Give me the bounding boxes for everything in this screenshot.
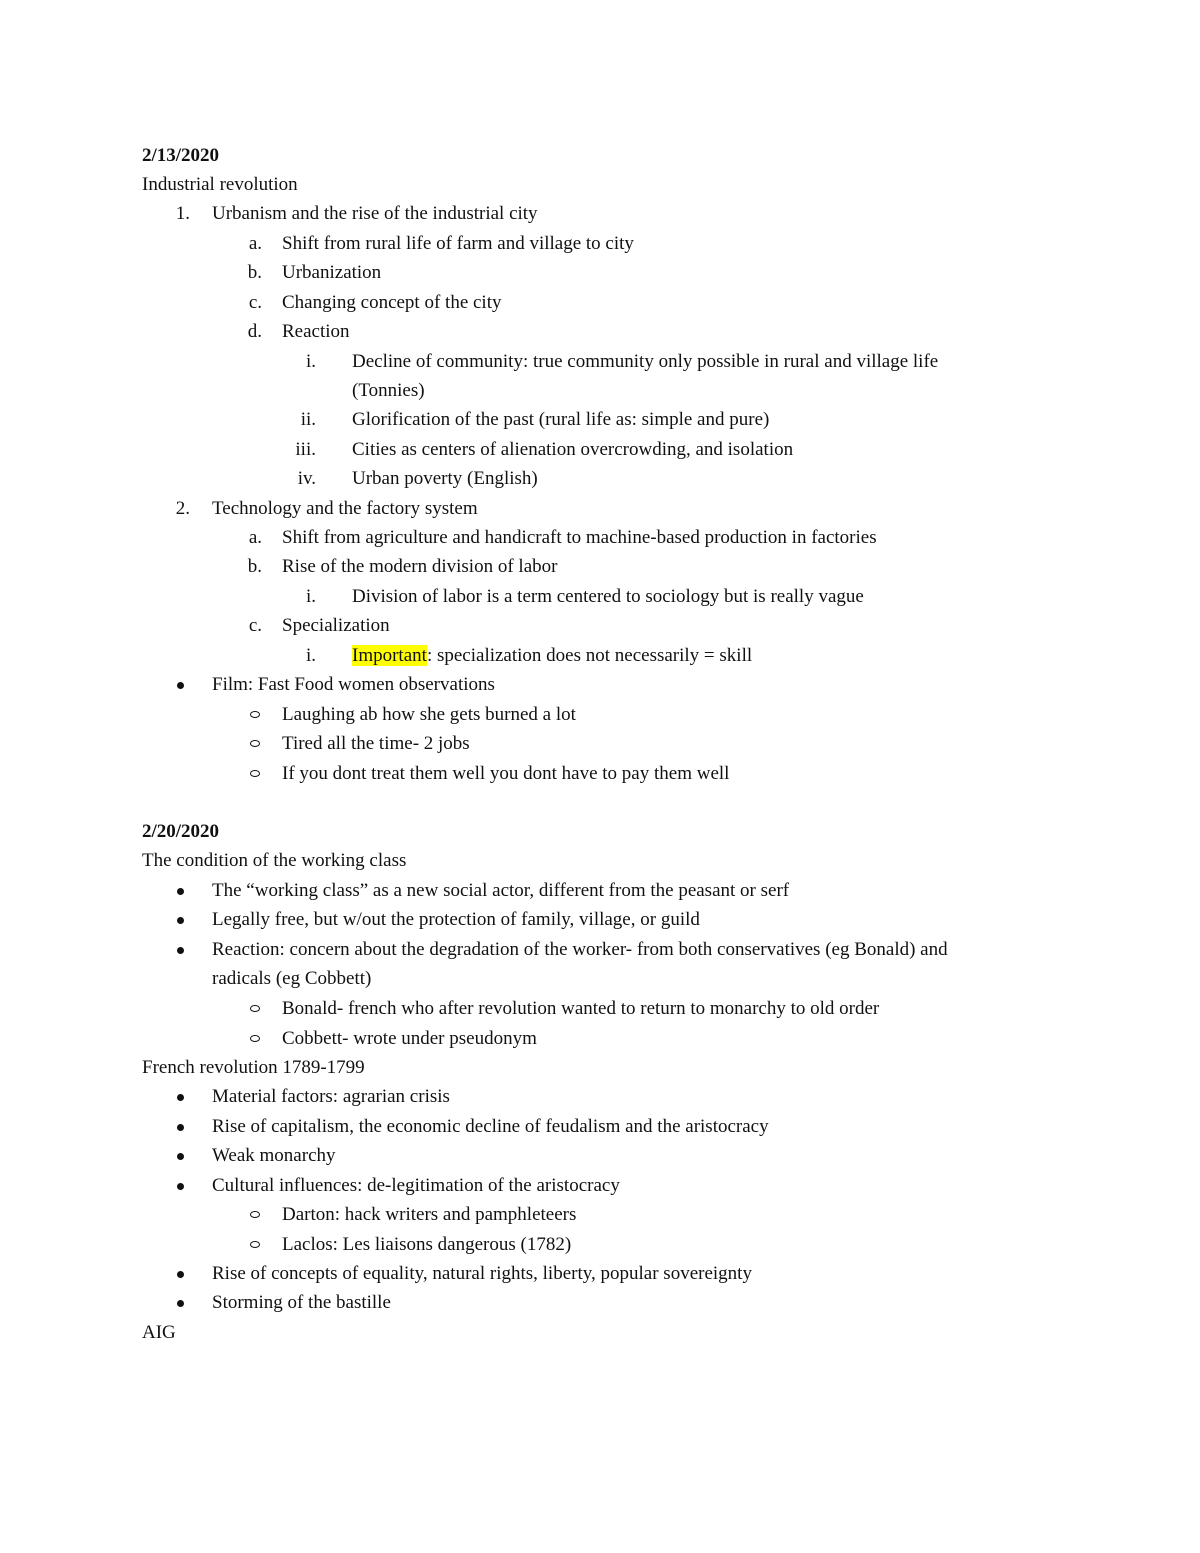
list-item: Division of labor is a term centered to sociology but is really vague	[352, 586, 864, 607]
list-item: Urbanization	[282, 262, 382, 283]
bullet-item: Bonald- french who after revolution wanted to return to monarchy to old order	[282, 998, 880, 1019]
section-heading-french-revolution: French revolution 1789-1799	[142, 1057, 365, 1078]
list-item: Rise of the modern division of labor	[282, 556, 558, 577]
circle-bullet-icon	[250, 1035, 260, 1042]
list-item: Urbanism and the rise of the industrial city	[212, 203, 538, 224]
bullet-item: Reaction: concern about the degradation of the worker- from both conservatives (eg Bonald) and	[212, 939, 948, 960]
list-item-text: : specialization does not necessarily = skill	[426, 645, 753, 666]
list-marker: b.	[247, 556, 262, 577]
list-item: Cities as centers of alienation overcrowding, and isolation	[352, 439, 794, 460]
circle-bullet-icon	[250, 770, 260, 777]
bullet-icon	[177, 1183, 184, 1190]
bullet-item: Darton: hack writers and pamphleteers	[282, 1204, 577, 1225]
list-marker: d.	[247, 321, 262, 342]
list-item: Technology and the factory system	[212, 498, 478, 519]
list-item: Changing concept of the city	[282, 292, 502, 313]
list-marker: ii.	[300, 409, 316, 430]
bullet-item: Cultural influences: de-legitimation of the aristocracy	[212, 1175, 620, 1196]
bullet-icon	[177, 682, 184, 689]
circle-bullet-icon	[250, 711, 260, 718]
list-item: Shift from agriculture and handicraft to machine-based production in factories	[282, 527, 877, 548]
bullet-item: Legally free, but w/out the protection of family, village, or guild	[212, 909, 700, 930]
date-heading-2: 2/20/2020	[142, 821, 220, 842]
bullet-item: Laughing ab how she gets burned a lot	[282, 704, 576, 725]
list-item: Reaction	[282, 321, 350, 342]
list-item: Urban poverty (English)	[352, 468, 538, 489]
bullet-icon	[177, 917, 184, 924]
bullet-item: Rise of concepts of equality, natural rights, liberty, popular sovereignty	[212, 1263, 752, 1284]
list-marker: i.	[305, 645, 316, 666]
list-marker: 2.	[175, 498, 190, 519]
section-heading-working-class: The condition of the working class	[142, 850, 407, 871]
circle-bullet-icon	[250, 1241, 260, 1248]
date-heading-1: 2/13/2020	[142, 145, 220, 166]
bullet-item: Film: Fast Food women observations	[212, 674, 495, 695]
bullet-item: Rise of capitalism, the economic decline of feudalism and the aristocracy	[212, 1116, 769, 1137]
list-marker: b.	[247, 262, 262, 283]
list-marker: a.	[248, 233, 262, 254]
list-marker: i.	[305, 586, 316, 607]
list-marker: iii.	[295, 439, 316, 460]
highlighted-text: Important	[352, 645, 427, 666]
list-item: Glorification of the past (rural life as: simple and pure)	[352, 409, 770, 430]
list-marker: 1.	[175, 203, 190, 224]
bullet-icon	[177, 1094, 184, 1101]
section-heading-industrial: Industrial revolution	[142, 174, 298, 195]
list-item: Decline of community: true community only possible in rural and village life	[352, 351, 939, 372]
bullet-item: Tired all the time- 2 jobs	[282, 733, 470, 754]
circle-bullet-icon	[250, 1005, 260, 1012]
footer-text: AIG	[142, 1322, 176, 1343]
bullet-item: Material factors: agrarian crisis	[212, 1086, 450, 1107]
circle-bullet-icon	[250, 740, 260, 747]
list-marker: iv.	[297, 468, 316, 489]
bullet-icon	[177, 1124, 184, 1131]
list-marker: i.	[305, 351, 316, 372]
circle-bullet-icon	[250, 1211, 260, 1218]
list-item: Shift from rural life of farm and village to city	[282, 233, 634, 254]
list-item: Specialization	[282, 615, 390, 636]
bullet-item: Weak monarchy	[212, 1145, 336, 1166]
bullet-icon	[177, 1271, 184, 1278]
bullet-item: Laclos: Les liaisons dangerous (1782)	[282, 1234, 572, 1255]
bullet-item: Storming of the bastille	[212, 1292, 391, 1313]
bullet-icon	[177, 888, 184, 895]
bullet-item: Cobbett- wrote under pseudonym	[282, 1028, 537, 1049]
list-marker: c.	[248, 615, 262, 636]
bullet-icon	[177, 1300, 184, 1307]
bullet-icon	[177, 1153, 184, 1160]
list-marker: a.	[248, 527, 262, 548]
bullet-item-continuation: radicals (eg Cobbett)	[212, 968, 372, 989]
list-item	[352, 644, 752, 668]
bullet-item: The “working class” as a new social actor, different from the peasant or serf	[212, 880, 790, 901]
list-item-continuation: (Tonnies)	[352, 380, 425, 401]
list-marker: c.	[248, 292, 262, 313]
bullet-item: If you dont treat them well you dont have to pay them well	[282, 763, 730, 784]
bullet-icon	[177, 947, 184, 954]
